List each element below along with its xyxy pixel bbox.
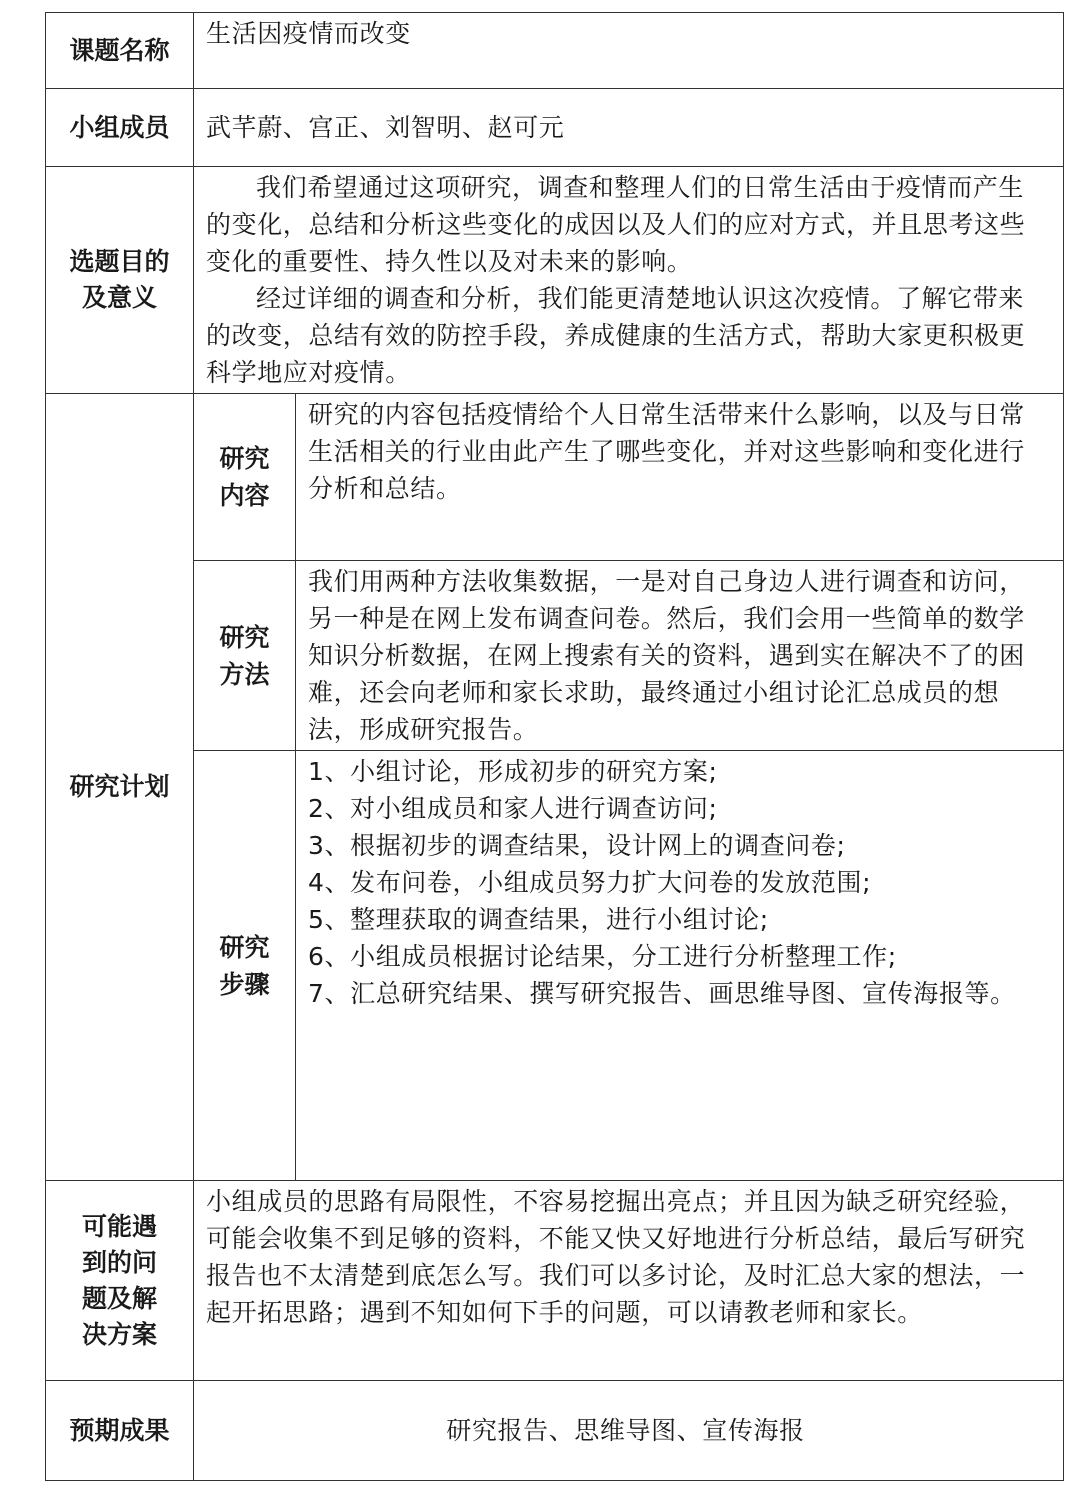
plan-steps-label: 研究 步骤 (194, 751, 296, 1181)
plan-label: 研究计划 (46, 394, 194, 1181)
outcome-value: 研究报告、思维导图、宣传海报 (194, 1381, 1064, 1481)
title-label: 课题名称 (46, 13, 194, 89)
problems-label: 可能遇 到的问 题及解 决方案 (46, 1181, 194, 1381)
step-item: 1、小组讨论，形成初步的研究方案; (308, 757, 718, 786)
title-value: 生活因疫情而改变 (194, 13, 1064, 89)
row-title (46, 13, 1064, 89)
row-purpose (46, 167, 1064, 394)
row-problems (46, 1181, 1064, 1381)
row-members (46, 89, 1064, 167)
purpose-text (194, 167, 1064, 394)
step-item: 7、汇总研究结果、撰写研究报告、画思维导图、宣传海报等。 (308, 979, 1016, 1008)
purpose-paragraph-1: 我们希望通过这项研究，调查和整理人们的日常生活由于疫情而产生的变化，总结和分析这些变化的成因以及人们的应对方式，并且思考这些变化的重要性、持久性以及对未来的影响。 (206, 173, 1026, 276)
plan-steps-list (296, 751, 1064, 1181)
step-item: 5、整理获取的调查结果，进行小组讨论; (308, 905, 769, 934)
members-label: 小组成员 (46, 89, 194, 167)
outcome-label: 预期成果 (46, 1381, 194, 1481)
members-value: 武芊蔚、宫正、刘智明、赵可元 (194, 89, 1064, 167)
purpose-paragraph-2: 经过详细的调查和分析，我们能更清楚地认识这次疫情。了解它带来的改变，总结有效的防控手段，养成健康的生活方式，帮助大家更积极更科学地应对疫情。 (206, 284, 1026, 387)
row-plan-method (46, 561, 1064, 751)
plan-method-label: 研究 方法 (194, 561, 296, 751)
row-plan-content (46, 394, 1064, 561)
row-outcome (46, 1381, 1064, 1481)
problems-text: 小组成员的思路有局限性，不容易挖掘出亮点；并且因为缺乏研究经验，可能会收集不到足够的资料，不能又快又好地进行分析总结，最后写研究报告也不太清楚到底怎么写。我们可以多讨论，及时汇总大家的想法，一起开拓思路；遇到不知如何下手的问题，可以请教老师和家长。 (194, 1181, 1064, 1381)
plan-method-text: 我们用两种方法收集数据，一是对自己身边人进行调查和访问，另一种是在网上发布调查问卷。然后，我们会用一些简单的数学知识分析数据，在网上搜索有关的资料，遇到实在解决不了的困难，还会向老师和家长求助，最终通过小组讨论汇总成员的想法，形成研究报告。 (296, 561, 1064, 751)
step-item: 6、小组成员根据讨论结果，分工进行分析整理工作; (308, 942, 897, 971)
step-item: 3、根据初步的调查结果，设计网上的调查问卷; (308, 831, 846, 860)
step-item: 2、对小组成员和家人进行调查访问; (308, 794, 718, 823)
plan-content-label: 研究 内容 (194, 394, 296, 561)
proposal-table (45, 12, 1064, 1481)
step-item: 4、发布问卷，小组成员努力扩大问卷的发放范围; (308, 868, 872, 897)
purpose-label: 选题目的 及意义 (46, 167, 194, 394)
row-plan-steps (46, 751, 1064, 1181)
plan-content-text: 研究的内容包括疫情给个人日常生活带来什么影响，以及与日常生活相关的行业由此产生了哪些变化，并对这些影响和变化进行分析和总结。 (296, 394, 1064, 561)
steps-list (308, 753, 1045, 1012)
